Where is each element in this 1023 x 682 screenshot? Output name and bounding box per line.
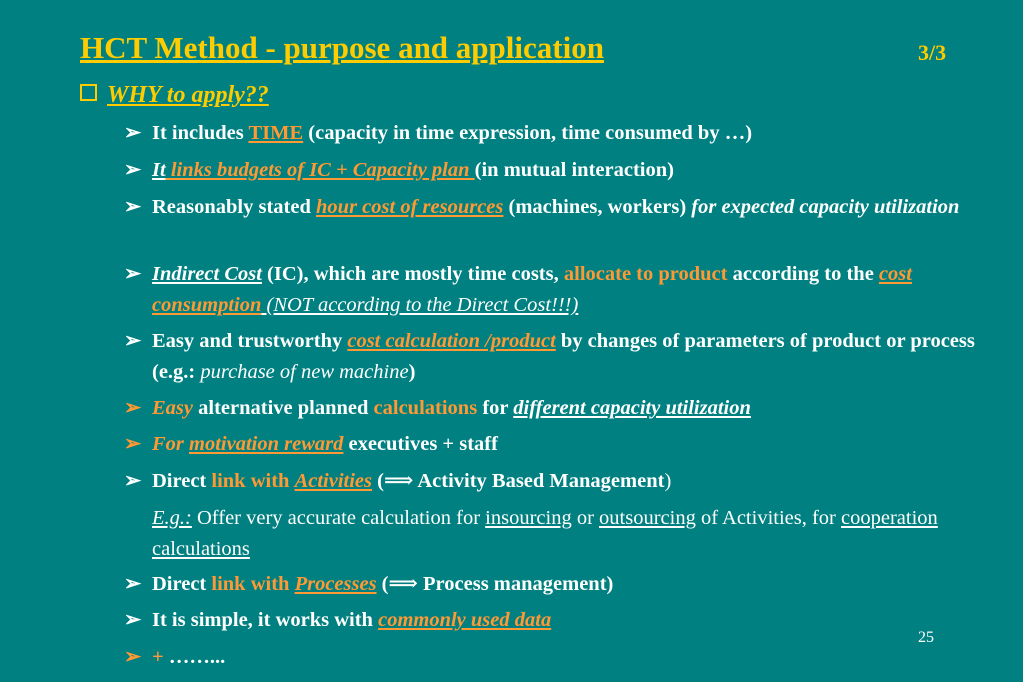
bullet-item: [124, 393, 984, 424]
bullet-item: [124, 605, 984, 636]
bullet-item: [124, 326, 984, 388]
implies-arrow-icon: ⟹: [388, 573, 418, 595]
bullet-text: (NOT according to the Direct Cost!!!): [261, 294, 579, 316]
bullet-text: Reasonably stated: [152, 196, 317, 218]
bullet-highlight: allocate to product: [563, 263, 728, 285]
bullet-text: executives + staff: [343, 433, 498, 455]
bullet-highlight: For: [152, 433, 190, 455]
bullet-highlight: +: [152, 646, 169, 668]
section-heading: [80, 82, 269, 109]
bullet-text: Process management): [417, 573, 614, 595]
example-text: of Activities, for: [695, 507, 842, 529]
bullet-text: Direct: [152, 573, 212, 595]
example-text: Offer very accurate calculation for: [191, 507, 486, 529]
arrow-bullet-icon: ➢: [124, 397, 142, 419]
bullet-text: (: [376, 573, 389, 595]
bullet-highlight: link with: [211, 470, 295, 492]
slide-title: HCT Method - purpose and application: [80, 30, 604, 65]
bullet-highlight: motivation reward: [189, 433, 344, 455]
bullet-highlight: cost calculation /product: [347, 330, 556, 352]
bullet-text: (: [372, 470, 384, 492]
arrow-bullet-icon: ➢: [124, 263, 142, 285]
bullet-text: It is simple, it works with: [152, 609, 379, 631]
bullet-text: Direct: [152, 470, 212, 492]
arrow-bullet-icon: ➢: [124, 609, 142, 631]
bullet-item: [124, 259, 984, 321]
bullet-text: different capacity utilization: [513, 397, 751, 419]
arrow-bullet-icon: ➢: [124, 196, 142, 218]
example-text: or: [571, 507, 600, 529]
bullet-text: Indirect Cost: [152, 263, 262, 285]
bullet-highlight: Easy: [152, 397, 193, 419]
bullet-highlight: TIME: [248, 122, 304, 144]
bullet-highlight: Processes: [294, 573, 377, 595]
bullet-highlight: links budgets of IC + Capacity plan: [165, 159, 475, 181]
bullet-highlight: calculations: [373, 397, 478, 419]
bullet-text: ): [664, 470, 672, 492]
example-paragraph: [152, 503, 982, 565]
bullet-item: [124, 569, 984, 600]
example-text: outsourcing: [599, 507, 696, 529]
bullet-item: [124, 642, 984, 673]
example-text: insourcing: [485, 507, 572, 529]
bullet-highlight: commonly used data: [378, 609, 552, 631]
bullet-text: (capacity in time expression, time consumed by …): [303, 122, 753, 144]
bullet-text: Easy and trustworthy: [152, 330, 348, 352]
arrow-bullet-icon: ➢: [124, 159, 142, 181]
arrow-bullet-icon: ➢: [124, 122, 142, 144]
bullet-text: It includes: [152, 122, 249, 144]
example-label: E.g.:: [152, 507, 192, 529]
bullet-text: for expected capacity utilization: [691, 196, 960, 218]
bullet-text: ): [408, 361, 416, 383]
bullet-text: It: [152, 159, 166, 181]
bullet-item: [124, 118, 984, 149]
checkbox-bullet-icon: [80, 84, 97, 101]
slide-page-fraction: 3/3: [918, 40, 947, 65]
bullet-text: according to the: [727, 263, 879, 285]
arrow-bullet-icon: ➢: [124, 330, 142, 352]
bullet-text: for: [477, 397, 514, 419]
bullet-text: Activity Based Management: [413, 470, 665, 492]
footer-page-number: 25: [918, 629, 934, 646]
bullet-text: alternative planned: [193, 397, 374, 419]
arrow-bullet-icon: ➢: [124, 646, 142, 668]
bullet-highlight: hour cost of resources: [316, 196, 504, 218]
bullet-highlight: link with: [211, 573, 295, 595]
bullet-text: (in mutual interaction): [474, 159, 674, 181]
section-heading-text: WHY to apply??: [107, 82, 269, 108]
bullet-text: (IC), which are mostly time costs,: [261, 263, 564, 285]
implies-arrow-icon: ⟹: [383, 470, 414, 492]
arrow-bullet-icon: ➢: [124, 573, 142, 595]
bullet-text: (machines, workers): [503, 196, 692, 218]
bullet-item: [124, 155, 984, 186]
bullet-item: [124, 466, 984, 497]
bullet-item: [124, 429, 984, 460]
bullet-text: purchase of new machine: [200, 361, 409, 383]
arrow-bullet-icon: ➢: [124, 470, 142, 492]
arrow-bullet-icon: ➢: [124, 433, 142, 455]
example-text: cooperation calculations: [152, 507, 938, 560]
bullet-highlight: cost consumption: [152, 263, 912, 316]
bullet-item: [124, 192, 984, 223]
bullet-highlight: Activities: [294, 470, 372, 492]
bullet-text: by changes of parameters of product or process (e.g.:: [152, 330, 975, 383]
bullet-text: ……...: [168, 646, 226, 668]
